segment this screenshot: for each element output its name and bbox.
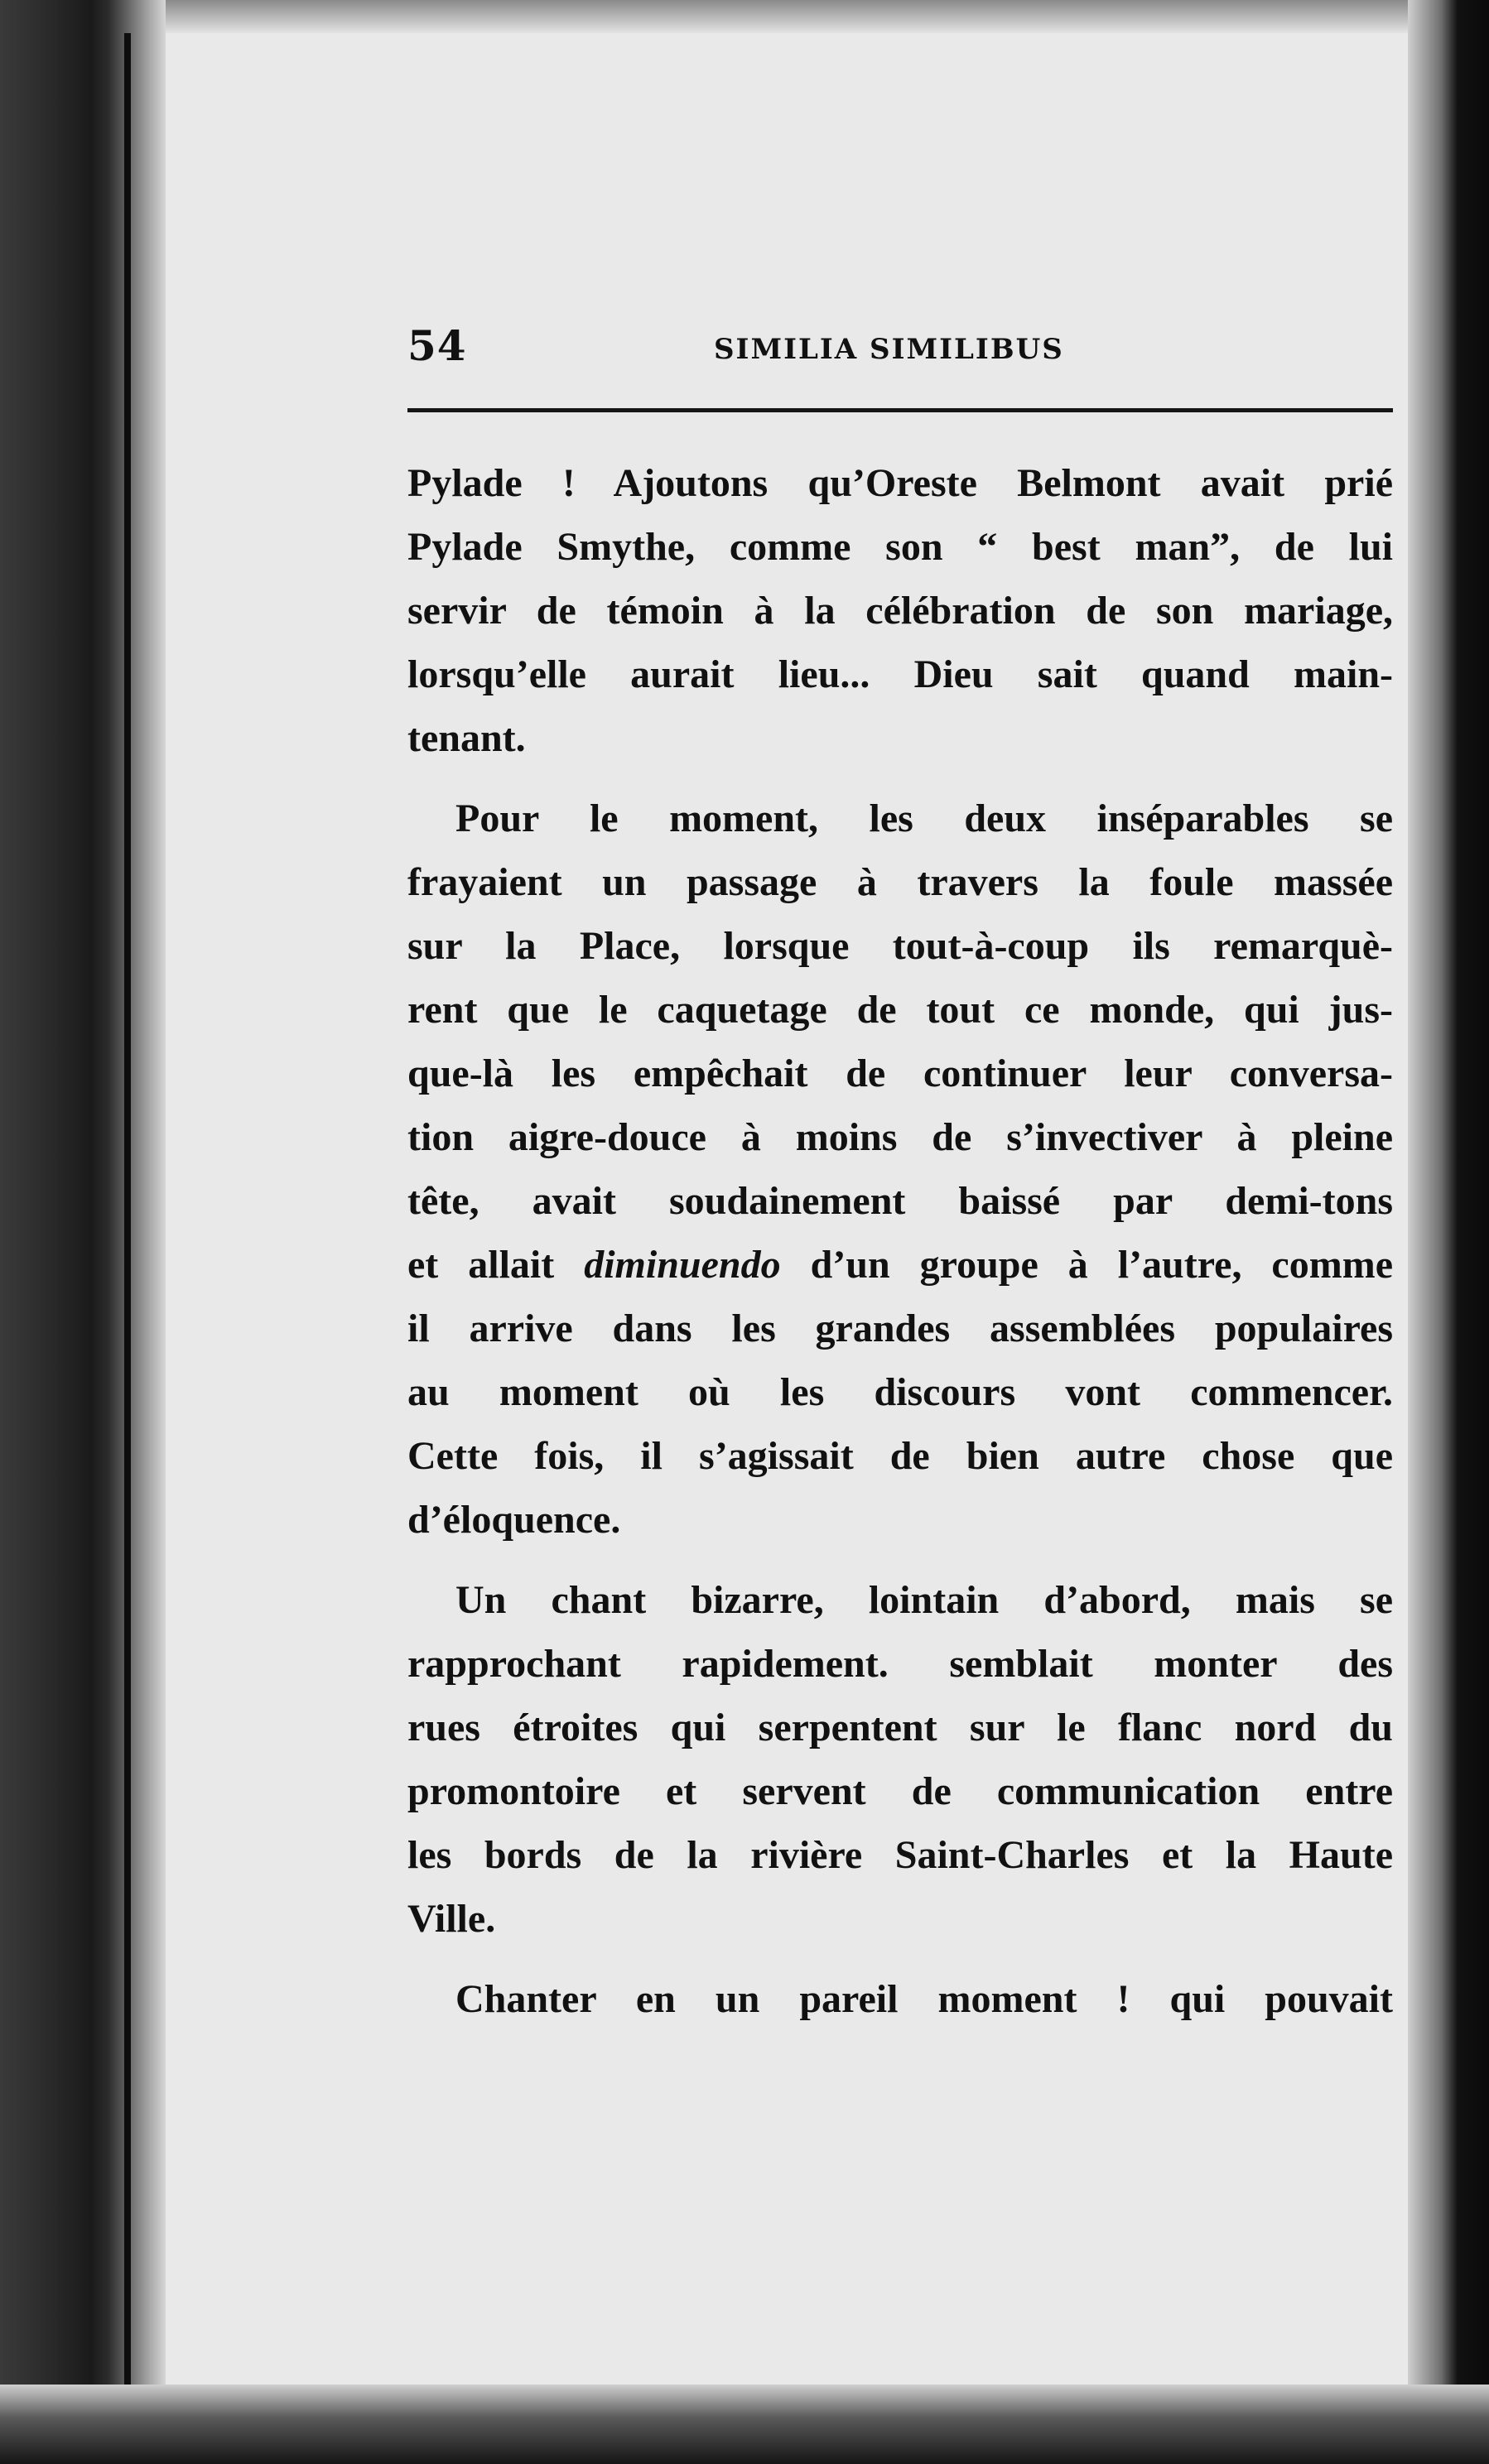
text-line: d’éloquence. [407, 1498, 621, 1542]
text-line: Chanter en un pareil moment ! qui pouvait [455, 1977, 1393, 2021]
text-line: il arrive dans les grandes assemblées populaires [407, 1307, 1393, 1350]
text-line: au moment où les discours vont commencer. [407, 1370, 1393, 1414]
paragraph-2 [407, 787, 1393, 1552]
text-line: rues étroites qui serpentent sur le flanc nord du [407, 1706, 1393, 1749]
gutter-shadow-line [124, 33, 131, 2418]
page-header [407, 321, 1393, 379]
text-line: Pour le moment, les deux inséparables se [455, 796, 1393, 840]
page-right-edge [1408, 0, 1489, 2464]
page-bottom-edge [0, 2385, 1489, 2464]
text-line: tion aigre-douce à moins de s’invectiver à pleine [407, 1115, 1393, 1159]
header-rule [407, 408, 1393, 412]
text-segment: d’un groupe à l’autre, comme [780, 1243, 1393, 1287]
book-gutter [0, 0, 166, 2464]
text-line: rent que le caquetage de tout ce monde, qui jus- [407, 988, 1393, 1032]
paragraph-4 [407, 1967, 1393, 2031]
text-line: tenant. [407, 716, 526, 760]
text-line: promontoire et servent de communication entre [407, 1769, 1393, 1813]
text-segment: et allait [407, 1243, 585, 1287]
page-top-edge [0, 0, 1489, 33]
text-line: les bords de la rivière Saint-Charles et la Haute [407, 1833, 1393, 1877]
text-line: sur la Place, lorsque tout-à-coup ils remarquè- [407, 924, 1393, 968]
text-line: frayaient un passage à travers la foule massée [407, 860, 1393, 904]
text-line: Pylade Smythe, comme son “ best man”, de lui [407, 525, 1393, 569]
text-line: Cette fois, il s’agissait de bien autre chose que [407, 1434, 1393, 1478]
text-line: tête, avait soudainement baissé par demi-tons [407, 1179, 1393, 1223]
text-line: Un chant bizarre, lointain d’abord, mais se [455, 1578, 1393, 1622]
paragraph-1 [407, 451, 1393, 770]
paragraph-3 [407, 1568, 1393, 1951]
page-number: 54 [407, 321, 467, 370]
text-line: que-là les empêchait de continuer leur conversa- [407, 1052, 1393, 1095]
italic-word: diminuendo [584, 1243, 781, 1287]
text-line: lorsqu’elle aurait lieu... Dieu sait quand main- [407, 652, 1393, 696]
text-line: rapprochant rapidement. semblait monter des [407, 1642, 1393, 1686]
running-title: SIMILIA SIMILIBUS [714, 333, 1064, 366]
text-line: Pylade ! Ajoutons qu’Oreste Belmont avait prié [407, 461, 1393, 505]
text-line: Ville. [407, 1897, 496, 1941]
text-line: servir de témoin à la célébration de son mariage, [407, 589, 1393, 633]
text-line-with-italic [407, 1233, 1393, 1297]
body-text [407, 451, 1393, 2048]
